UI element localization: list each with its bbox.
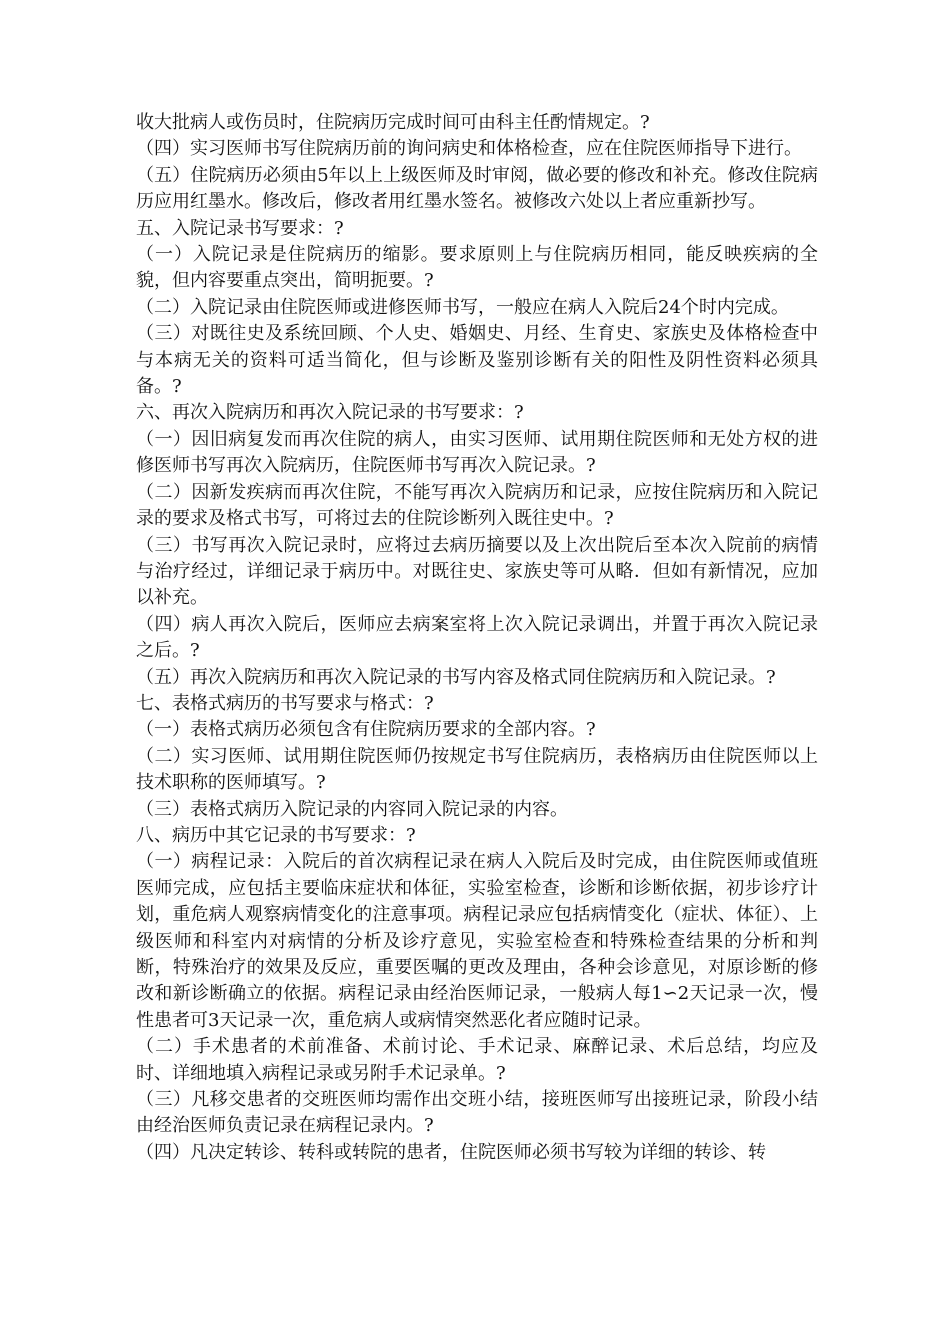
paragraph: （五）住院病历必须由5年以上上级医师及时审阅，做必要的修改和补充。修改住院病历应用红墨水。修改后，修改者用红墨水签名。被修改六处以上者应重新抄写。 — [136, 164, 818, 213]
paragraph: （二）手术患者的术前准备、术前讨论、手术记录、麻醉记录、术后总结，均应及时、详细地填入病程记录或另附手术记录单。? — [136, 1036, 818, 1084]
section-heading: 八、病历中其它记录的书写要求：? — [136, 824, 416, 846]
paragraph: （三）对既往史及系统回顾、个人史、婚姻史、月经、生育史、家族史及体格检查中与本病无关的资料可适当简化，但与诊断及鉴别诊断有关的阳性及阴性资料必须具备。? — [136, 323, 818, 398]
paragraph: （一）表格式病历必须包含有住院病历要求的全部内容。? — [136, 719, 596, 741]
paragraph: （四）凡决定转诊、转科或转院的患者，住院医师必须书写较为详细的转诊、转 — [136, 1141, 766, 1163]
section-heading: 五、入院记录书写要求：? — [136, 217, 344, 239]
paragraph: （二）因新发疾病而再次住院，不能写再次入院病历和记录，应按住院病历和入院记录的要求及格式书写，可将过去的住院诊断列入既往史中。? — [136, 481, 818, 530]
section-heading: 七、表格式病历的书写要求与格式：? — [136, 692, 434, 714]
document-body — [136, 110, 818, 1166]
paragraph: （一）病程记录：入院后的首次病程记录在病人入院后及时完成，由住院医师或值班医师完成，应包括主要临床症状和体征，实验室检查，诊断和诊断依据，初步诊疗计划，重危病人观察病情变化的注意事项。病程记录应包括病情变化（症状、体征）、上级医师和科室内对病情的分析及诊疗意见，实验室检查和特殊检查结果的分析和判断，特殊治疗的效果及反应，重要医嘱的更改及理由，各种会诊意见，对原诊断的修改和新诊断确立的依据。病程记录由经治医师记录，一般病人每1∽2天记录一次，慢性患者可3天记录一次，重危病人或病情突然恶化者应随时记录。 — [136, 851, 818, 1031]
paragraph: （二）入院记录由住院医师或进修医师书写，一般应在病人入院后24个时内完成。 — [136, 296, 789, 318]
paragraph: （三）表格式病历入院记录的内容同入院记录的内容。 — [136, 798, 568, 820]
paragraph: （一）入院记录是住院病历的缩影。要求原则上与住院病历相同，能反映疾病的全貌，但内容要重点突出，简明扼要。? — [136, 244, 818, 292]
paragraph: 收大批病人或伤员时，住院病历完成时间可由科主任酌情规定。? — [136, 112, 650, 133]
paragraph: （三）凡移交患者的交班医师均需作出交班小结，接班医师写出接班记录，阶段小结由经治医师负责记录在病程记录内。? — [136, 1089, 818, 1137]
section-heading: 六、再次入院病历和再次入院记录的书写要求：? — [136, 402, 524, 424]
paragraph: （五）再次入院病历和再次入院记录的书写内容及格式同住院病历和入院记录。? — [136, 666, 776, 688]
paragraph: （四）实习医师书写住院病历前的询问病史和体格检查，应在住院医师指导下进行。 — [136, 138, 802, 160]
paragraph: （一）因旧病复发而再次住院的病人，由实习医师、试用期住院医师和无处方权的进修医师书写再次入院病历，住院医师书写再次入院记录。? — [136, 428, 818, 477]
paragraph: （三）书写再次入院记录时，应将过去病历摘要以及上次出院后至本次入院前的病情与治疗经过，详细记录于病历中。对既往史、家族史等可从略．但如有新情况，应加以补充。 — [136, 534, 818, 609]
paragraph: （四）病人再次入院后，医师应去病案室将上次入院记录调出，并置于再次入院记录之后。? — [136, 613, 818, 662]
paragraph: （二）实习医师、试用期住院医师仍按规定书写住院病历，表格病历由住院医师以上技术职称的医师填写。? — [136, 745, 818, 794]
